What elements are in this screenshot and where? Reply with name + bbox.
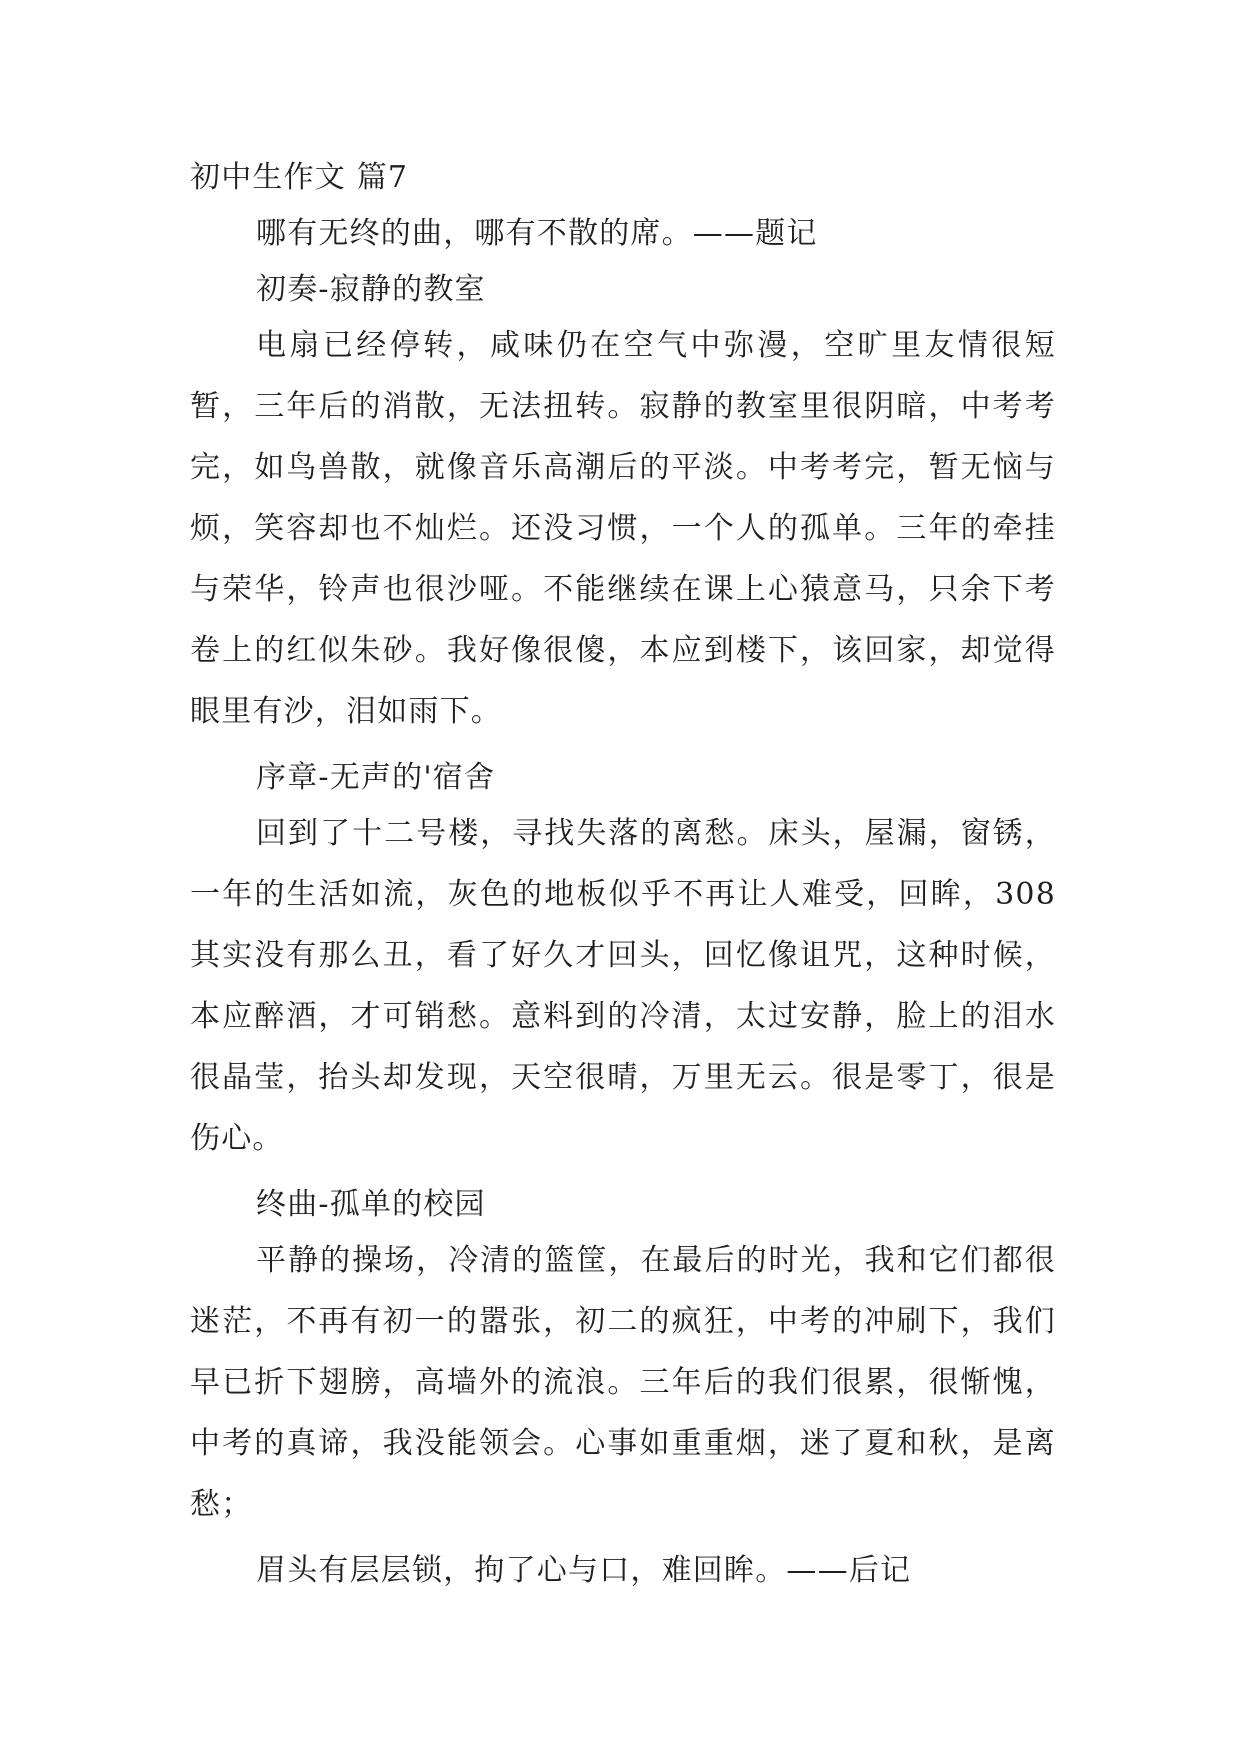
postscript: 眉头有层层锁，拘了心与口，难回眸。——后记 <box>256 1553 912 1588</box>
epigraph: 哪有无终的曲，哪有不散的席。——题记 <box>256 216 818 251</box>
section-heading-1: 初奏-寂静的教室 <box>256 272 486 307</box>
section-paragraph-2: 回到了十二号楼，寻找失落的离愁。床头，屋漏，窗锈，一年的生活如流，灰色的地板似乎不再让人难受，回眸，308其实没有那么丑，看了好久才回头，回忆像诅咒，这种时候，本应醉酒，才可销愁。意料到的冷清，太过安静，脸上的泪水很晶莹，抬头却发现，天空很晴，万里无云。很是零丁，很是伤心。 <box>190 816 1056 1156</box>
section-heading-2: 序章-无声的'宿舍 <box>256 760 496 795</box>
section-heading-3: 终曲-孤单的校园 <box>256 1187 486 1222</box>
section-paragraph-1: 电扇已经停转，咸味仍在空气中弥漫，空旷里友情很短暂，三年后的消散，无法扭转。寂静的教室里很阴暗，中考考完，如鸟兽散，就像音乐高潮后的平淡。中考考完，暂无恼与烦，笑容却也不灿烂。还没习惯，一个人的孤单。三年的牵挂与荣华，铃声也很沙哑。不能继续在课上心猿意马，只余下考卷上的红似朱砂。我好像很傻，本应到楼下，该回家，却觉得眼里有沙，泪如雨下。 <box>190 328 1056 729</box>
section-paragraph-3: 平静的操场，冷清的篮筐，在最后的时光，我和它们都很迷茫，不再有初一的嚣张，初二的疯狂，中考的冲刷下，我们早已折下翅膀，高墙外的流浪。三年后的我们很累，很惭愧，中考的真谛，我没能领会。心事如重重烟，迷了夏和秋，是离愁； <box>190 1243 1056 1522</box>
document-title: 初中生作文 篇7 <box>190 160 409 195</box>
document-page <box>190 158 1056 1607</box>
